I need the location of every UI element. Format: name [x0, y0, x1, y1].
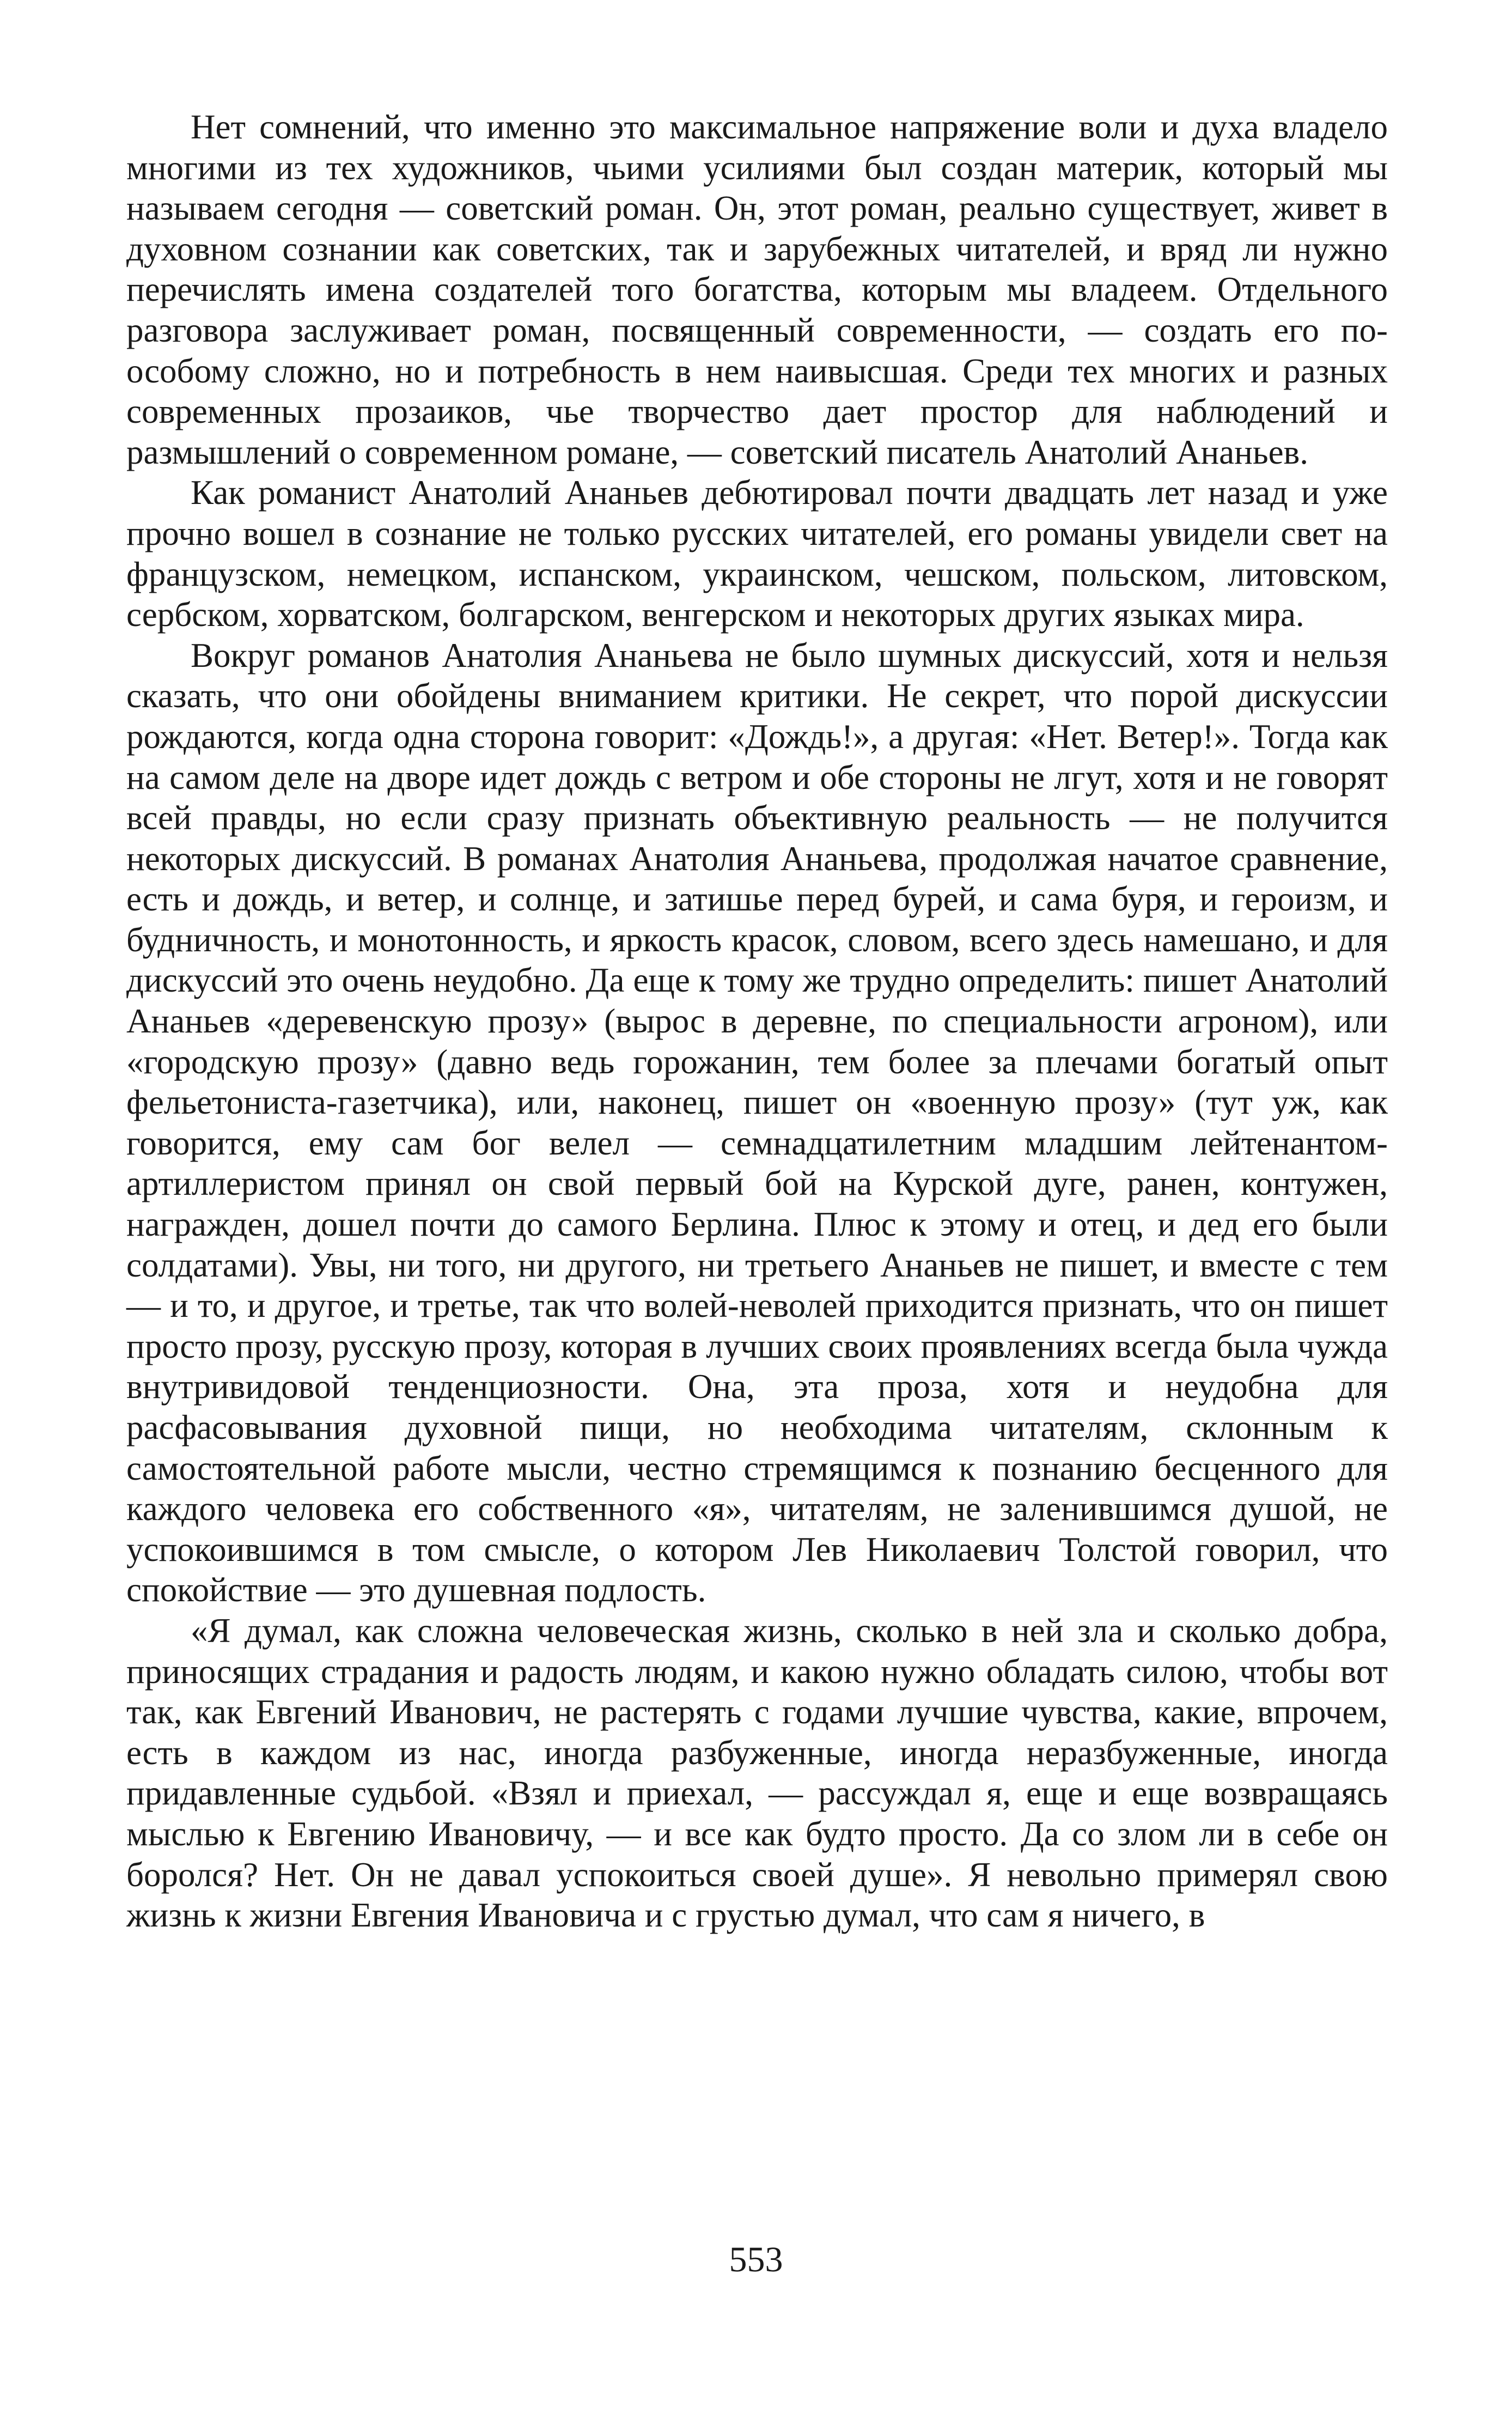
paragraph-1: Нет сомнений, что именно это максимальное напряжение воли и духа владело многими из тех художников, чьими усилиями был создан материк, который мы называем сегодня — советский роман. Он, этот роман, реально существует, живет в духовном сознании как советских, так и зарубежных читателей, и вряд ли нужно перечислять имена создателей того богатства, которым мы владеем. Отдельного разговора заслуживает роман, посвященный современности, — создать его по-особому сложно, но и потребность в нем наивысшая. Среди тех многих и разных современных прозаиков, чье творчество дает простор для наблюдений и размышлений о современном романе, — советский писатель Анатолий Ананьев.	[126, 108, 1388, 471]
paragraph-3: Вокруг романов Анатолия Ананьева не было шумных дискуссий, хотя и нельзя сказать, что они обойдены вниманием критики. Не секрет, что порой дискуссии рождаются, когда одна сторона говорит: «Дождь!», а другая: «Нет. Ветер!». Тогда как на самом деле на дворе идет дождь с ветром и обе стороны не лгут, хотя и не говорят всей правды, но если сразу признать объективную реальность — не получится некоторых дискуссий. В романах Анатолия Ананьева, продолжая начатое сравнение, есть и дождь, и ветер, и солнце, и затишье перед бурей, и сама буря, и героизм, и будничность, и монотонность, и яркость красок, словом, всего здесь намешано, и для дискуссий это очень неудобно. Да еще к тому же трудно определить: пишет Анатолий Ананьев «деревенскую прозу» (вырос в деревне, по специальности агроном), или «городскую прозу» (давно ведь горожанин, тем более за плечами богатый опыт фельетониста-газетчика), или, наконец, пишет он «военную прозу» (тут уж, как говорится, ему сам бог велел — семнадцатилетним младшим лейтенантом-артиллеристом принял он свой первый бой на Курской дуге, ранен, контужен, награжден, дошел почти до самого Берлина. Плюс к этому и отец, и дед его были солдатами). Увы, ни того, ни другого, ни третьего Ананьев не пишет, и вместе с тем — и то, и другое, и третье, так что волей-неволей приходится признать, что он пишет просто прозу, русскую прозу, которая в лучших своих проявлениях всегда была чужда внутривидовой тенденциозности. Она, эта проза, хотя и неудобна для расфасовывания духовной пищи, но необходима читателям, склонным к самостоятельной работе мысли, честно стремящимся к познанию бесценного для каждого человека его собственного «я», читателям, не заленившимся душой, не успокоившимся в том смысле, о котором Лев Николаевич Толстой говорил, что спокойствие — это душевная подлость.	[126, 636, 1388, 1609]
page-number: 553	[729, 2240, 783, 2280]
paragraph-2: Как романист Анатолий Ананьев дебютировал почти двадцать лет назад и уже прочно вошел в сознание не только русских читателей, его романы увидели свет на французском, немецком, испанском, украинском, чешском, польском, литовском, сербском, хорватском, болгарском, венгерском и некоторых других языках мира.	[126, 473, 1388, 634]
body-text	[126, 107, 1388, 1936]
paragraph-4: «Я думал, как сложна человеческая жизнь, сколько в ней зла и сколько добра, приносящих страдания и радость людям, и какою нужно обладать силою, чтобы вот так, как Евгений Иванович, не растерять с годами лучшие чувства, какие, впрочем, есть в каждом из нас, иногда разбуженные, иногда неразбуженные, иногда придавленные судьбой. «Взял и приехал, — рассуждал я, еще и еще возвращаясь мыслью к Евгению Ивановичу, — и все как будто просто. Да со злом ли в себе он боролся? Нет. Он не давал успокоиться своей душе». Я невольно примерял свою жизнь к жизни Евгения Ивановича и с грустью думал, что сам я ничего, в	[126, 1611, 1388, 1935]
